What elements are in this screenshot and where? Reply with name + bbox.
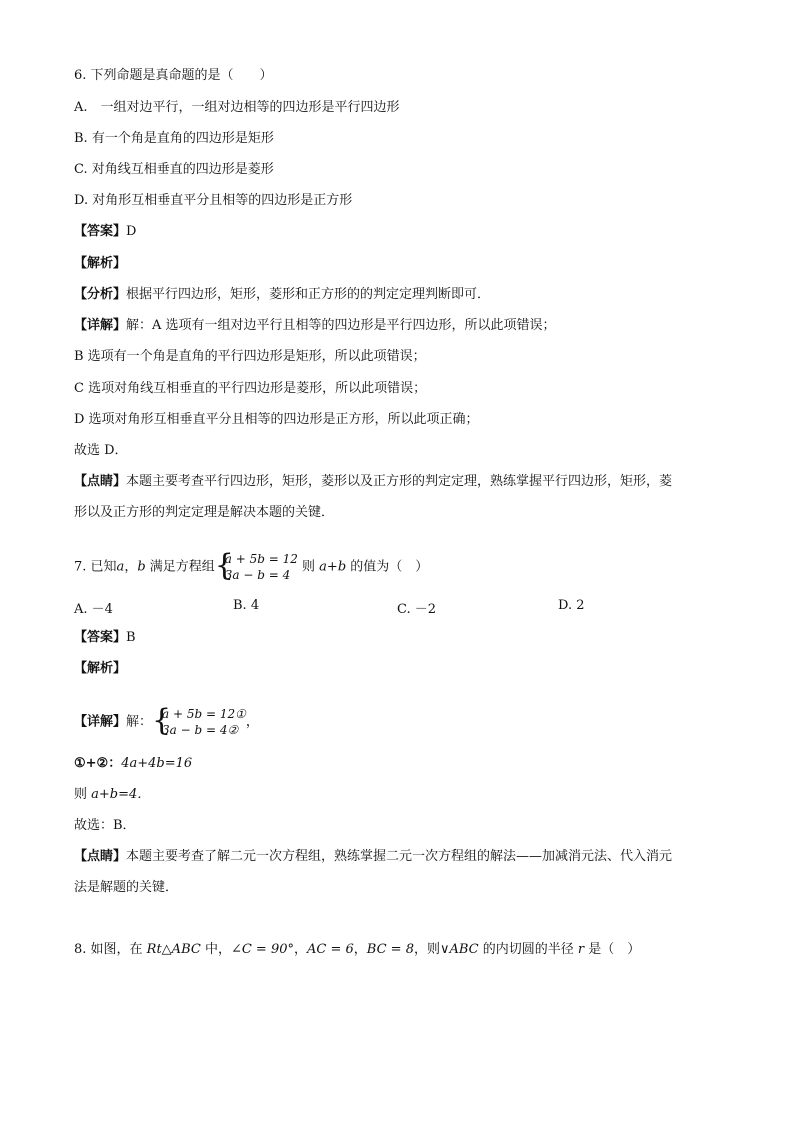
var-b: b — [137, 559, 146, 575]
q7-stem-then: 则 — [297, 559, 320, 575]
q7-stem-prefix: 7. 已知 — [74, 559, 117, 575]
detail-system — [152, 703, 246, 738]
fenxi-tag: 【分析】 — [74, 287, 127, 302]
q7-options — [74, 598, 714, 616]
detail-text: 解：A 选项有一组对边平行且相等的四边形是平行四边形，所以此项错误； — [126, 318, 556, 333]
detail-tag: 【详解】 — [74, 714, 127, 730]
q7-stem-mid: 满足方程组 — [145, 559, 215, 575]
q6-detail-line-3: C 选项对角线互相垂直的平行四边形是菱形，所以此项错误； — [74, 381, 427, 396]
radius-r: r — [577, 942, 585, 957]
q7-step-2 — [74, 786, 150, 804]
fenxi-text: 根据平行四边形，矩形，菱形和正方形的的判定定理判断即可． — [126, 287, 491, 302]
q6-analysis-tag — [74, 255, 126, 273]
comment-tag: 【点睛】 — [74, 849, 127, 864]
q7-comment-line-2: 法是解题的关键． — [74, 880, 179, 895]
step1-expr: 4a+4b=16 — [121, 756, 193, 771]
q7-stem-suffix: 的值为（ ） — [346, 559, 429, 575]
q8-mid-5: 的内切圆的半径 — [478, 942, 578, 957]
expr: a+b — [319, 559, 347, 575]
equation-system — [214, 548, 298, 583]
q7-option-c: C. －2 — [397, 602, 437, 617]
q6-detail-line-2: B 选项有一个角是直角的平行四边形是矩形，所以此项错误； — [74, 349, 426, 364]
q7-step-1 — [74, 755, 192, 773]
analysis-tag: 【解析】 — [74, 661, 127, 676]
q8-mid-3: ， — [353, 942, 367, 957]
triangle-label: Rt△ABC — [146, 942, 201, 957]
detail-equation-2: 3a − b = 4② — [162, 723, 239, 737]
detail-tag: 【详解】 — [74, 318, 127, 333]
q7-option-a: A. －4 — [74, 602, 113, 617]
comment-text: 本题主要考查了解二元一次方程组，熟练掌握二元一次方程组的解法——加减消元法、代入消元 — [126, 849, 673, 864]
angle-c: ∠C = 90° — [230, 942, 294, 957]
q7-option-d: D. 2 — [558, 598, 585, 613]
q8-mid-1: 中， — [200, 942, 231, 957]
answer-tag: 【答案】 — [74, 630, 127, 645]
answer-value: D — [126, 224, 137, 239]
q7-answer — [74, 629, 136, 647]
q8-mid-2: ， — [294, 942, 308, 957]
triangle-label-2: ∨ABC — [439, 942, 479, 957]
detail-suffix: ， — [245, 714, 259, 730]
equation-1: a + 5b = 12 — [224, 552, 298, 566]
var-a: a — [116, 559, 125, 575]
answer-tag: 【答案】 — [74, 224, 127, 239]
q8-stem-prefix: 8. 如图，在 — [74, 942, 147, 957]
analysis-tag: 【解析】 — [74, 256, 127, 271]
comment-tag: 【点睛】 — [74, 474, 127, 489]
side-ac: AC = 6 — [307, 942, 354, 957]
q7-analysis-tag — [74, 660, 126, 678]
comma: ， — [124, 559, 138, 575]
q8-mid-4: ，则 — [413, 942, 440, 957]
q6-conclusion: 故选 D． — [74, 443, 128, 458]
answer-value: B — [126, 630, 136, 645]
step1-label: ①+②： — [74, 756, 122, 771]
step2-prefix: 则 — [74, 787, 92, 802]
equation-2: 3a − b = 4 — [224, 568, 291, 582]
q8-suffix: 是（ ） — [584, 942, 641, 957]
q6-option-c: C. 对角线互相垂直的四边形是菱形 — [74, 162, 274, 177]
side-bc: BC = 8 — [366, 942, 414, 957]
q7-comment-line-1 — [74, 848, 672, 866]
q6-answer — [74, 223, 136, 241]
q6-comment-line-2: 形以及正方形的判定定理是解决本题的关键． — [74, 505, 335, 520]
detail-equation-1: a + 5b = 12① — [162, 707, 246, 721]
q6-detail-line-1 — [74, 317, 556, 335]
q6-option-d: D. 对角形互相垂直平分且相等的四边形是正方形 — [74, 193, 353, 208]
q8-stem — [74, 941, 640, 959]
q7-stem — [74, 548, 429, 583]
q6-option-b: B. 有一个角是直角的四边形是矩形 — [74, 131, 274, 146]
q7-conclusion: 故选：B． — [74, 818, 136, 833]
q6-fenxi — [74, 286, 490, 304]
q6-comment-line-1 — [74, 473, 672, 491]
q6-option-a: A. 一组对边平行，一组对边相等的四边形是平行四边形 — [74, 100, 400, 115]
step2-expr: a+b=4． — [91, 787, 151, 802]
q6-detail-line-4: D 选项对角形互相垂直平分且相等的四边形是正方形，所以此项正确； — [74, 412, 479, 427]
q7-detail — [74, 703, 259, 738]
comment-text: 本题主要考查平行四边形，矩形，菱形以及正方形的判定定理，熟练掌握平行四边形，矩形，菱 — [126, 474, 673, 489]
q7-option-b: B. 4 — [233, 598, 260, 613]
brace-icon: { — [152, 703, 172, 738]
brace-icon: { — [214, 548, 234, 583]
detail-prefix: 解： — [126, 714, 153, 730]
q6-stem: 6. 下列命题是真命题的是（ ） — [74, 68, 273, 83]
